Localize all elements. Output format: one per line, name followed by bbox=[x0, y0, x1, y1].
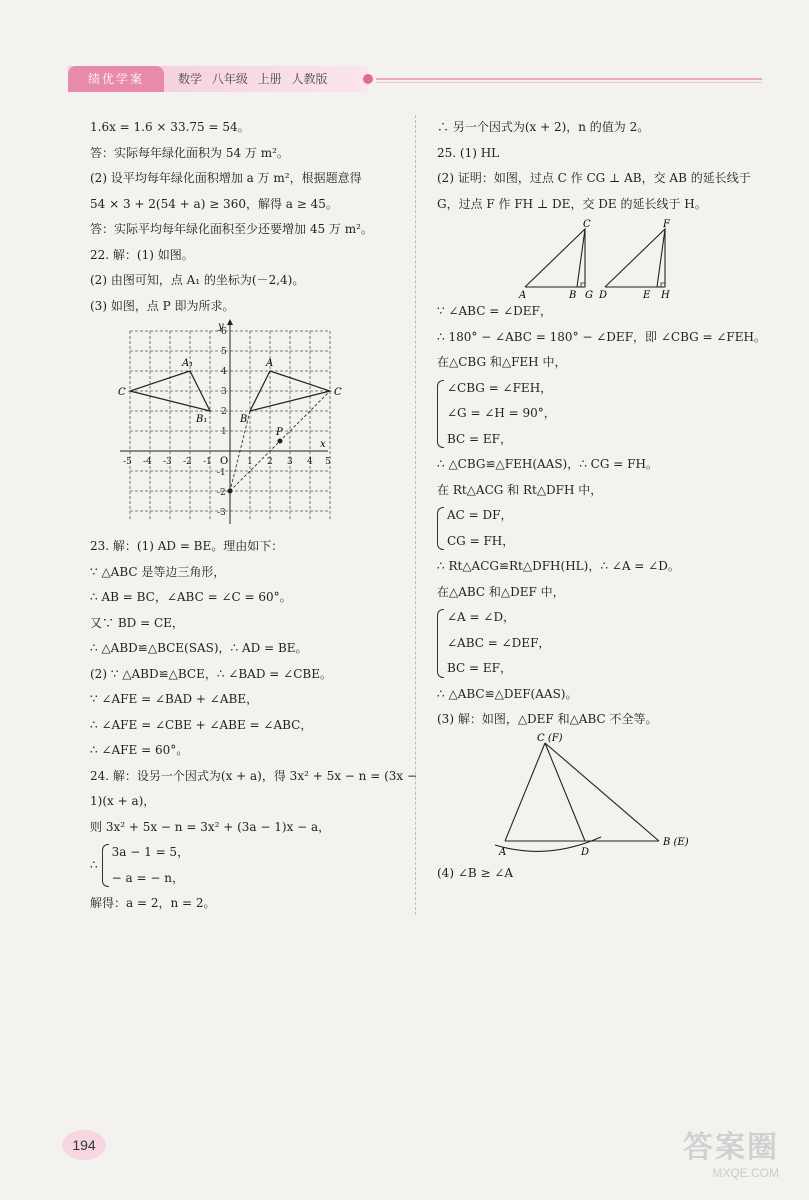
text-line: ∴ AB = BC，∠ABC = ∠C = 60°。 bbox=[90, 590, 292, 604]
triangles-figure bbox=[437, 217, 677, 299]
equation-system bbox=[90, 840, 408, 891]
label-a: A bbox=[499, 846, 507, 858]
text-line: (2) 由图可知，点 A₁ 的坐标为(－2,4)。 bbox=[90, 273, 305, 287]
equation-line: CG = FH， bbox=[447, 533, 515, 548]
text-line: 则 3x² + 5x − n = 3x² + (3a − 1)x − a， bbox=[90, 819, 331, 834]
triangle-acb bbox=[525, 229, 585, 287]
text-line: G，过点 F 作 FH ⊥ DE，交 DE 的延长线于 H。 bbox=[437, 196, 707, 211]
brace-block bbox=[102, 840, 189, 891]
point-p bbox=[278, 439, 283, 444]
label-be: B (E) bbox=[663, 836, 689, 848]
header-rule-thin bbox=[376, 82, 762, 83]
text-line: ∴ 180° − ∠ABC = 180° − ∠DEF，即 ∠CBG = ∠FEH。 bbox=[437, 329, 766, 344]
text-line: 1)(x + a)， bbox=[90, 794, 156, 808]
label-c: C bbox=[583, 219, 591, 230]
text-line: ∴ △CBG≌△FEH(AAS)，∴ CG = FH。 bbox=[437, 457, 658, 471]
text-line: 又∵ BD = CE， bbox=[90, 615, 184, 630]
equation-line: ∠ABC = ∠DEF， bbox=[447, 635, 551, 650]
column-divider bbox=[415, 115, 416, 915]
watermark-url: MXQE.COM bbox=[712, 1166, 779, 1180]
text-line: 22. 解：(1) 如图。 bbox=[90, 247, 194, 262]
origin-label: O bbox=[220, 456, 229, 467]
equation-line: ∠G = ∠H = 90°， bbox=[447, 406, 556, 420]
label-g: G bbox=[585, 290, 593, 301]
header-rule bbox=[376, 78, 762, 80]
watermark-logo: 答案圈 bbox=[683, 1131, 779, 1164]
label-b1: B₁ bbox=[196, 414, 208, 425]
header-brand: 绩优学案 bbox=[68, 66, 164, 92]
y-tick: 4 bbox=[221, 367, 227, 377]
equation-line: ∠A = ∠D， bbox=[447, 610, 516, 624]
x-tick: 2 bbox=[267, 457, 273, 467]
label-d: D bbox=[581, 846, 590, 858]
label-b: B bbox=[569, 290, 577, 301]
brace-block bbox=[437, 503, 767, 554]
brace-block bbox=[437, 605, 767, 682]
equation-line: AC = DF， bbox=[447, 508, 513, 522]
page-number: 194 bbox=[62, 1130, 106, 1160]
text-line: 答：实际平均每年绿化面积至少还要增加 45 万 m²。 bbox=[90, 222, 373, 236]
equation-line: − a = − n， bbox=[111, 870, 184, 885]
text-line: ∵ ∠AFE = ∠BAD + ∠ABE， bbox=[90, 692, 259, 706]
text-line: ∵ △ABC 是等边三角形， bbox=[90, 564, 226, 579]
x-tick: -3 bbox=[163, 457, 172, 467]
text-line: 1.6x = 1.6 × 33.75 = 54。 bbox=[90, 120, 250, 134]
equation-line: BC = EF， bbox=[447, 431, 512, 446]
x-tick: 3 bbox=[287, 457, 293, 467]
text-line: 25. (1) HL bbox=[437, 145, 500, 160]
text-line: ∴ ∠AFE = 60°。 bbox=[90, 743, 189, 757]
label-a: A bbox=[266, 358, 274, 369]
x-tick: -2 bbox=[183, 457, 192, 467]
text-line: 23. 解：(1) AD = BE。理由如下： bbox=[90, 539, 284, 553]
text-line: 答：实际每年绿化面积为 54 万 m²。 bbox=[90, 145, 289, 160]
x-axis-label: x bbox=[320, 439, 326, 450]
text-line: 54 × 3 + 2(54 + a) ≥ 360，解得 a ≥ 45。 bbox=[90, 196, 338, 211]
x-tick: -5 bbox=[123, 457, 132, 467]
x-tick: -4 bbox=[143, 457, 152, 467]
header-meta: 数学 八年级 上册 人教版 bbox=[178, 72, 328, 86]
text-line: ∴ 另一个因式为(x + 2)，n 的值为 2。 bbox=[437, 120, 650, 134]
y-tick: -1 bbox=[217, 468, 226, 478]
text-line: 在△ABC 和△DEF 中， bbox=[437, 584, 565, 599]
watermark bbox=[683, 1122, 779, 1180]
y-tick: 3 bbox=[221, 387, 227, 397]
coordinate-grid-figure bbox=[90, 319, 342, 534]
label-c1: C bbox=[118, 387, 126, 398]
y-tick: 2 bbox=[221, 407, 227, 417]
label-f: F bbox=[663, 219, 670, 230]
text-line: (2) 设平均每年绿化面积增加 a 万 m²，根据题意得 bbox=[90, 171, 362, 185]
label-c: C bbox=[334, 387, 342, 398]
x-tick: 5 bbox=[325, 457, 331, 467]
text-line: ∵ ∠ABC = ∠DEF， bbox=[437, 304, 552, 318]
label-p: P bbox=[276, 427, 283, 438]
text-line: (2) ∵ △ABD≌△BCE，∴ ∠BAD = ∠CBE。 bbox=[90, 666, 332, 681]
y-tick: -2 bbox=[217, 488, 226, 498]
y-tick: 1 bbox=[221, 427, 227, 437]
x-tick: -1 bbox=[203, 457, 212, 467]
x-tick: 1 bbox=[247, 457, 253, 467]
x-tick: 4 bbox=[307, 457, 313, 467]
text-line: 在 Rt△ACG 和 Rt△DFH 中， bbox=[437, 482, 603, 497]
label-h: H bbox=[661, 290, 670, 301]
equation-line: ∠CBG = ∠FEH， bbox=[447, 380, 553, 395]
label-cf: C (F) bbox=[537, 732, 563, 744]
text-line: (3) 如图，点 P 即为所求。 bbox=[90, 298, 235, 313]
label-e: E bbox=[643, 290, 651, 301]
text-line: 在△CBG 和△FEH 中， bbox=[437, 355, 567, 369]
text-line: ∴ △ABC≌△DEF(AAS)。 bbox=[437, 686, 578, 701]
text-line: 解得：a = 2，n = 2。 bbox=[90, 896, 216, 910]
label-d: D bbox=[599, 290, 608, 301]
therefore-symbol: ∴ bbox=[90, 857, 98, 872]
label-a: A bbox=[519, 290, 527, 301]
y-tick: 6 bbox=[221, 327, 227, 337]
y-axis-label: y bbox=[218, 321, 224, 332]
text-line: 24. 解：设另一个因式为(x + a)，得 3x² + 5x − n = (3x − bbox=[90, 768, 418, 783]
text-line: ∴ ∠AFE = ∠CBE + ∠ABE = ∠ABC， bbox=[90, 717, 313, 732]
header-dot-icon bbox=[363, 74, 373, 84]
y-tick: -3 bbox=[217, 508, 226, 518]
triangle-dfe bbox=[605, 229, 665, 287]
left-column bbox=[90, 115, 418, 917]
equation-line: 3a − 1 = 5， bbox=[111, 845, 190, 859]
brace-block bbox=[437, 376, 767, 453]
point-reflect bbox=[228, 489, 233, 494]
y-tick: 5 bbox=[221, 347, 227, 357]
right-column bbox=[437, 115, 767, 886]
equation-line: BC = EF， bbox=[447, 661, 512, 675]
triangle-overlap-figure bbox=[437, 733, 717, 861]
label-a1: A₁ bbox=[182, 358, 194, 369]
text-line: ∴ Rt△ACG≌Rt△DFH(HL)，∴ ∠A = ∠D。 bbox=[437, 559, 680, 573]
text-line: ∴ △ABD≌△BCE(SAS)，∴ AD = BE。 bbox=[90, 641, 308, 655]
text-line: (4) ∠B ≥ ∠A bbox=[437, 865, 514, 880]
text-line: (2) 证明：如图，过点 C 作 CG ⊥ AB，交 AB 的延长线于 bbox=[437, 171, 751, 185]
label-b: B bbox=[240, 414, 248, 425]
text-line: (3) 解：如图，△DEF 和△ABC 不全等。 bbox=[437, 712, 658, 726]
